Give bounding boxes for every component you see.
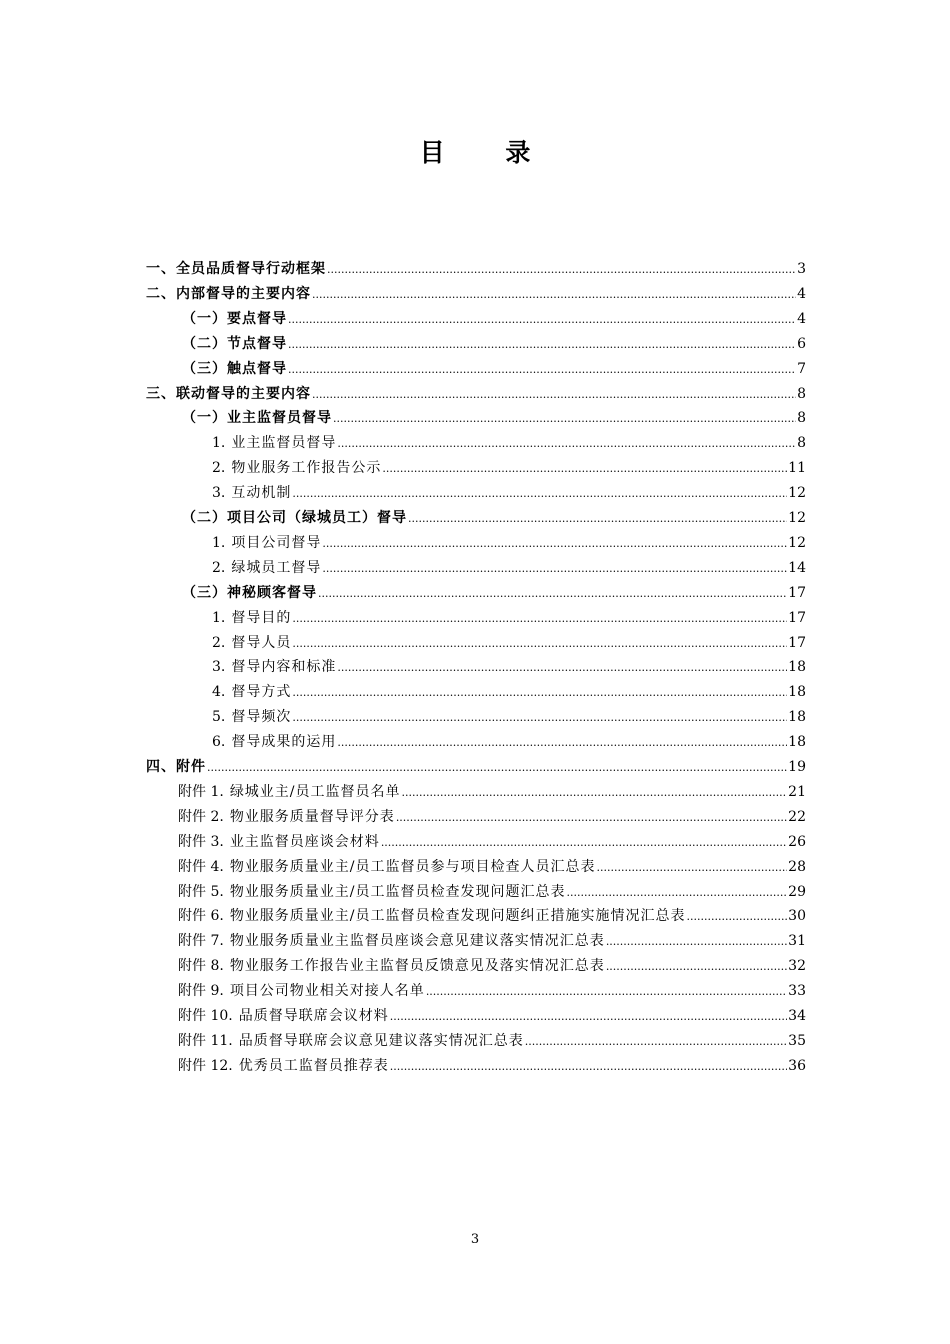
toc-entry[interactable] [212,556,806,580]
toc-entry-label: （一）业主监督员督导 [182,410,332,427]
toc-entry[interactable] [212,481,806,505]
toc-entry-label: （一）要点督导 [182,310,287,327]
toc-entry-number: 1. [212,609,226,626]
toc-entry-label: 优秀员工监督员推荐表 [238,1057,389,1074]
toc-entry-page: 17 [788,634,806,651]
toc-dot-leader [390,1055,787,1079]
toc-dot-leader [312,283,796,307]
toc-entry-page: 18 [788,659,806,676]
toc-entry-label: 品质督导联席会议材料 [238,1008,389,1024]
toc-entry-label: （三）神秘顾客督导 [182,584,317,601]
toc-entry-label: 四、附件 [146,759,206,775]
toc-entry-page: 28 [788,858,806,875]
toc-entry-page: 18 [788,684,806,701]
toc-entry-number: 附件 3. [178,833,224,850]
toc-dot-leader [333,407,796,431]
toc-entry-page: 12 [788,485,806,502]
toc-entry[interactable] [212,456,806,480]
toc-entry-label: 督导内容和标准 [231,659,337,676]
toc-entry-label: 互动机制 [231,485,292,502]
toc-entry[interactable] [182,307,806,331]
toc-entry-label: 物业服务质量督导评分表 [229,808,395,825]
toc-entry-label: 督导目的 [231,609,292,626]
toc-entry[interactable] [178,1004,806,1028]
toc-entry[interactable] [212,680,806,704]
toc-entry[interactable] [212,705,806,729]
toc-entry-number: 5. [212,709,226,726]
toc-entry[interactable] [212,606,806,630]
toc-entry-page: 33 [788,983,806,1000]
toc-entry-label: （二）项目公司（绿城员工）督导 [182,510,407,526]
toc-entry-number: 附件 5. [178,883,224,900]
toc-dot-leader [292,607,787,631]
toc-entry-number: 2. [212,460,226,477]
toc-entry-page: 3 [797,261,806,277]
toc-entry-label: 绿城业主/员工监督员名单 [229,783,401,800]
toc-entry-page: 22 [788,808,806,825]
toc-entry-page: 8 [797,435,806,452]
toc-entry[interactable] [212,431,806,455]
toc-dot-leader [292,632,787,656]
toc-entry-page: 12 [788,510,806,526]
toc-entry[interactable] [182,506,806,530]
toc-entry-number: 附件 2. [178,808,224,825]
toc-entry-page: 11 [788,460,806,477]
toc-entry-page: 31 [788,933,806,950]
toc-entry-number: 3. [212,659,226,676]
toc-dot-leader [382,457,787,481]
toc-dot-leader [402,781,788,805]
toc-entry-number: 附件 9. [178,983,224,1000]
toc-dot-leader [207,756,787,780]
toc-dot-leader [288,358,796,382]
toc-entry-page: 17 [788,609,806,626]
toc-entry-page: 30 [788,908,806,925]
toc-entry-label: 项目公司物业相关对接人名单 [229,983,425,1000]
toc-entry-page: 12 [788,534,806,551]
toc-entry-label: 物业服务工作报告业主监督员反馈意见及落实情况汇总表 [229,958,605,975]
toc-dot-leader [525,1030,787,1054]
toc-entry-number: 附件 6. [178,908,224,925]
toc-entry[interactable] [182,332,806,356]
toc-entry[interactable] [212,730,806,754]
toc-entry[interactable] [178,929,806,953]
toc-entry-page: 4 [797,310,806,327]
toc-entry-number: 附件 8. [178,958,224,975]
toc-entry-label: 物业服务质量业主/员工监督员检查发现问题汇总表 [229,883,566,900]
toc-entry-number: 附件 12. [178,1057,233,1074]
toc-entry-label: 业主监督员座谈会材料 [229,833,380,850]
toc-title: 目 录 [419,138,557,167]
toc-dot-leader [318,582,787,606]
toc-entry-label: 物业服务质量业主/员工监督员参与项目检查人员汇总表 [229,858,596,875]
toc-dot-leader [687,905,788,929]
toc-entry-label: （二）节点督导 [182,335,287,352]
toc-dot-leader [312,383,796,407]
toc-entry[interactable] [178,880,806,904]
toc-entry-page: 6 [797,335,806,352]
toc-entry[interactable] [178,805,806,829]
toc-entry-page: 34 [788,1008,806,1024]
toc-entry-page: 26 [788,833,806,850]
toc-dot-leader [567,881,788,905]
toc-entry[interactable] [146,382,806,406]
toc-entry[interactable] [178,954,806,978]
toc-dot-leader [426,980,787,1004]
toc-entry-number: 附件 1. [178,783,224,800]
toc-entry-label: 物业服务质量业主/员工监督员检查发现问题纠正措施实施情况汇总表 [229,908,686,925]
toc-dot-leader [322,532,787,556]
toc-dot-leader [381,831,787,855]
toc-dot-leader [597,856,788,880]
toc-entry[interactable] [182,357,806,381]
toc-entry-page: 4 [797,285,806,302]
toc-entry-number: 4. [212,684,226,701]
toc-entry-page: 8 [797,410,806,427]
toc-entry-label: 督导成果的运用 [231,734,337,751]
toc-entry-page: 19 [788,759,806,775]
toc-entry-number: 3. [212,485,226,502]
toc-entry-number: 2. [212,634,226,651]
toc-entry-page: 18 [788,709,806,726]
toc-entry-number: 附件 11. [178,1032,233,1049]
toc-entry[interactable] [182,406,806,430]
toc-dot-leader [327,258,796,282]
toc-entry[interactable] [178,1029,806,1053]
toc-entry-page: 36 [788,1057,806,1074]
toc-dot-leader [337,656,787,680]
toc-dot-leader [288,308,796,332]
toc-entry[interactable] [146,282,806,306]
toc-entry-page: 17 [788,584,806,601]
toc-entry-number: 1. [212,534,226,551]
toc-entry-label: 绿城员工督导 [231,559,322,576]
toc-entry-label: 业主监督员督导 [231,435,337,452]
toc-entry-label: 督导频次 [231,709,292,726]
toc-entry-label: 督导方式 [231,684,292,701]
toc-dot-leader [606,955,787,979]
toc-entry-label: 三、联动督导的主要内容 [146,385,311,402]
toc-dot-leader [292,706,787,730]
toc-entry[interactable] [146,257,806,281]
toc-entry-number: 附件 7. [178,933,224,950]
toc-entry-label: 品质督导联席会议意见建议落实情况汇总表 [238,1032,524,1049]
toc-entry[interactable] [178,979,806,1003]
toc-entry[interactable] [212,655,806,679]
toc-entry-label: 督导人员 [231,634,292,651]
toc-entry-number: 附件 10. [178,1008,233,1024]
toc-entry-label: 项目公司督导 [231,534,322,551]
toc-dot-leader [288,333,796,357]
toc-entry-number: 2. [212,559,226,576]
toc-entry-page: 7 [797,360,806,377]
toc-entry[interactable] [178,780,806,804]
toc-entry-label: 一、全员品质督导行动框架 [146,261,326,277]
toc-entry-number: 1. [212,435,226,452]
toc-entry-page: 14 [788,559,806,576]
toc-entry[interactable] [182,581,806,605]
toc-entry-label: 二、内部督导的主要内容 [146,285,311,302]
toc-dot-leader [396,806,787,830]
toc-entry[interactable] [178,855,806,879]
toc-entry-page: 32 [788,958,806,975]
page-number: 3 [470,1232,480,1247]
toc-dot-leader [390,1005,787,1029]
toc-entry[interactable] [146,755,806,779]
toc-entry[interactable] [212,631,806,655]
toc-entry-label: （三）触点督导 [182,360,287,377]
toc-entry-label: 物业服务工作报告公示 [231,460,382,477]
toc-dot-leader [292,681,787,705]
toc-entry[interactable] [178,904,806,928]
toc-entry-number: 6. [212,734,226,751]
toc-dot-leader [322,557,787,581]
toc-entry-page: 35 [788,1032,806,1049]
toc-entry-number: 附件 4. [178,858,224,875]
toc-dot-leader [606,930,787,954]
toc-dot-leader [292,482,787,506]
toc-entry[interactable] [212,531,806,555]
toc-entry-page: 21 [788,783,806,800]
toc-dot-leader [337,731,787,755]
toc-dot-leader [408,507,787,531]
toc-entry-label: 物业服务质量业主监督员座谈会意见建议落实情况汇总表 [229,933,605,950]
toc-entry-page: 29 [788,883,806,900]
toc-entry-page: 8 [797,385,806,402]
toc-entry-page: 18 [788,734,806,751]
toc-entry[interactable] [178,1054,806,1078]
toc-dot-leader [337,432,796,456]
toc-entry[interactable] [178,830,806,854]
